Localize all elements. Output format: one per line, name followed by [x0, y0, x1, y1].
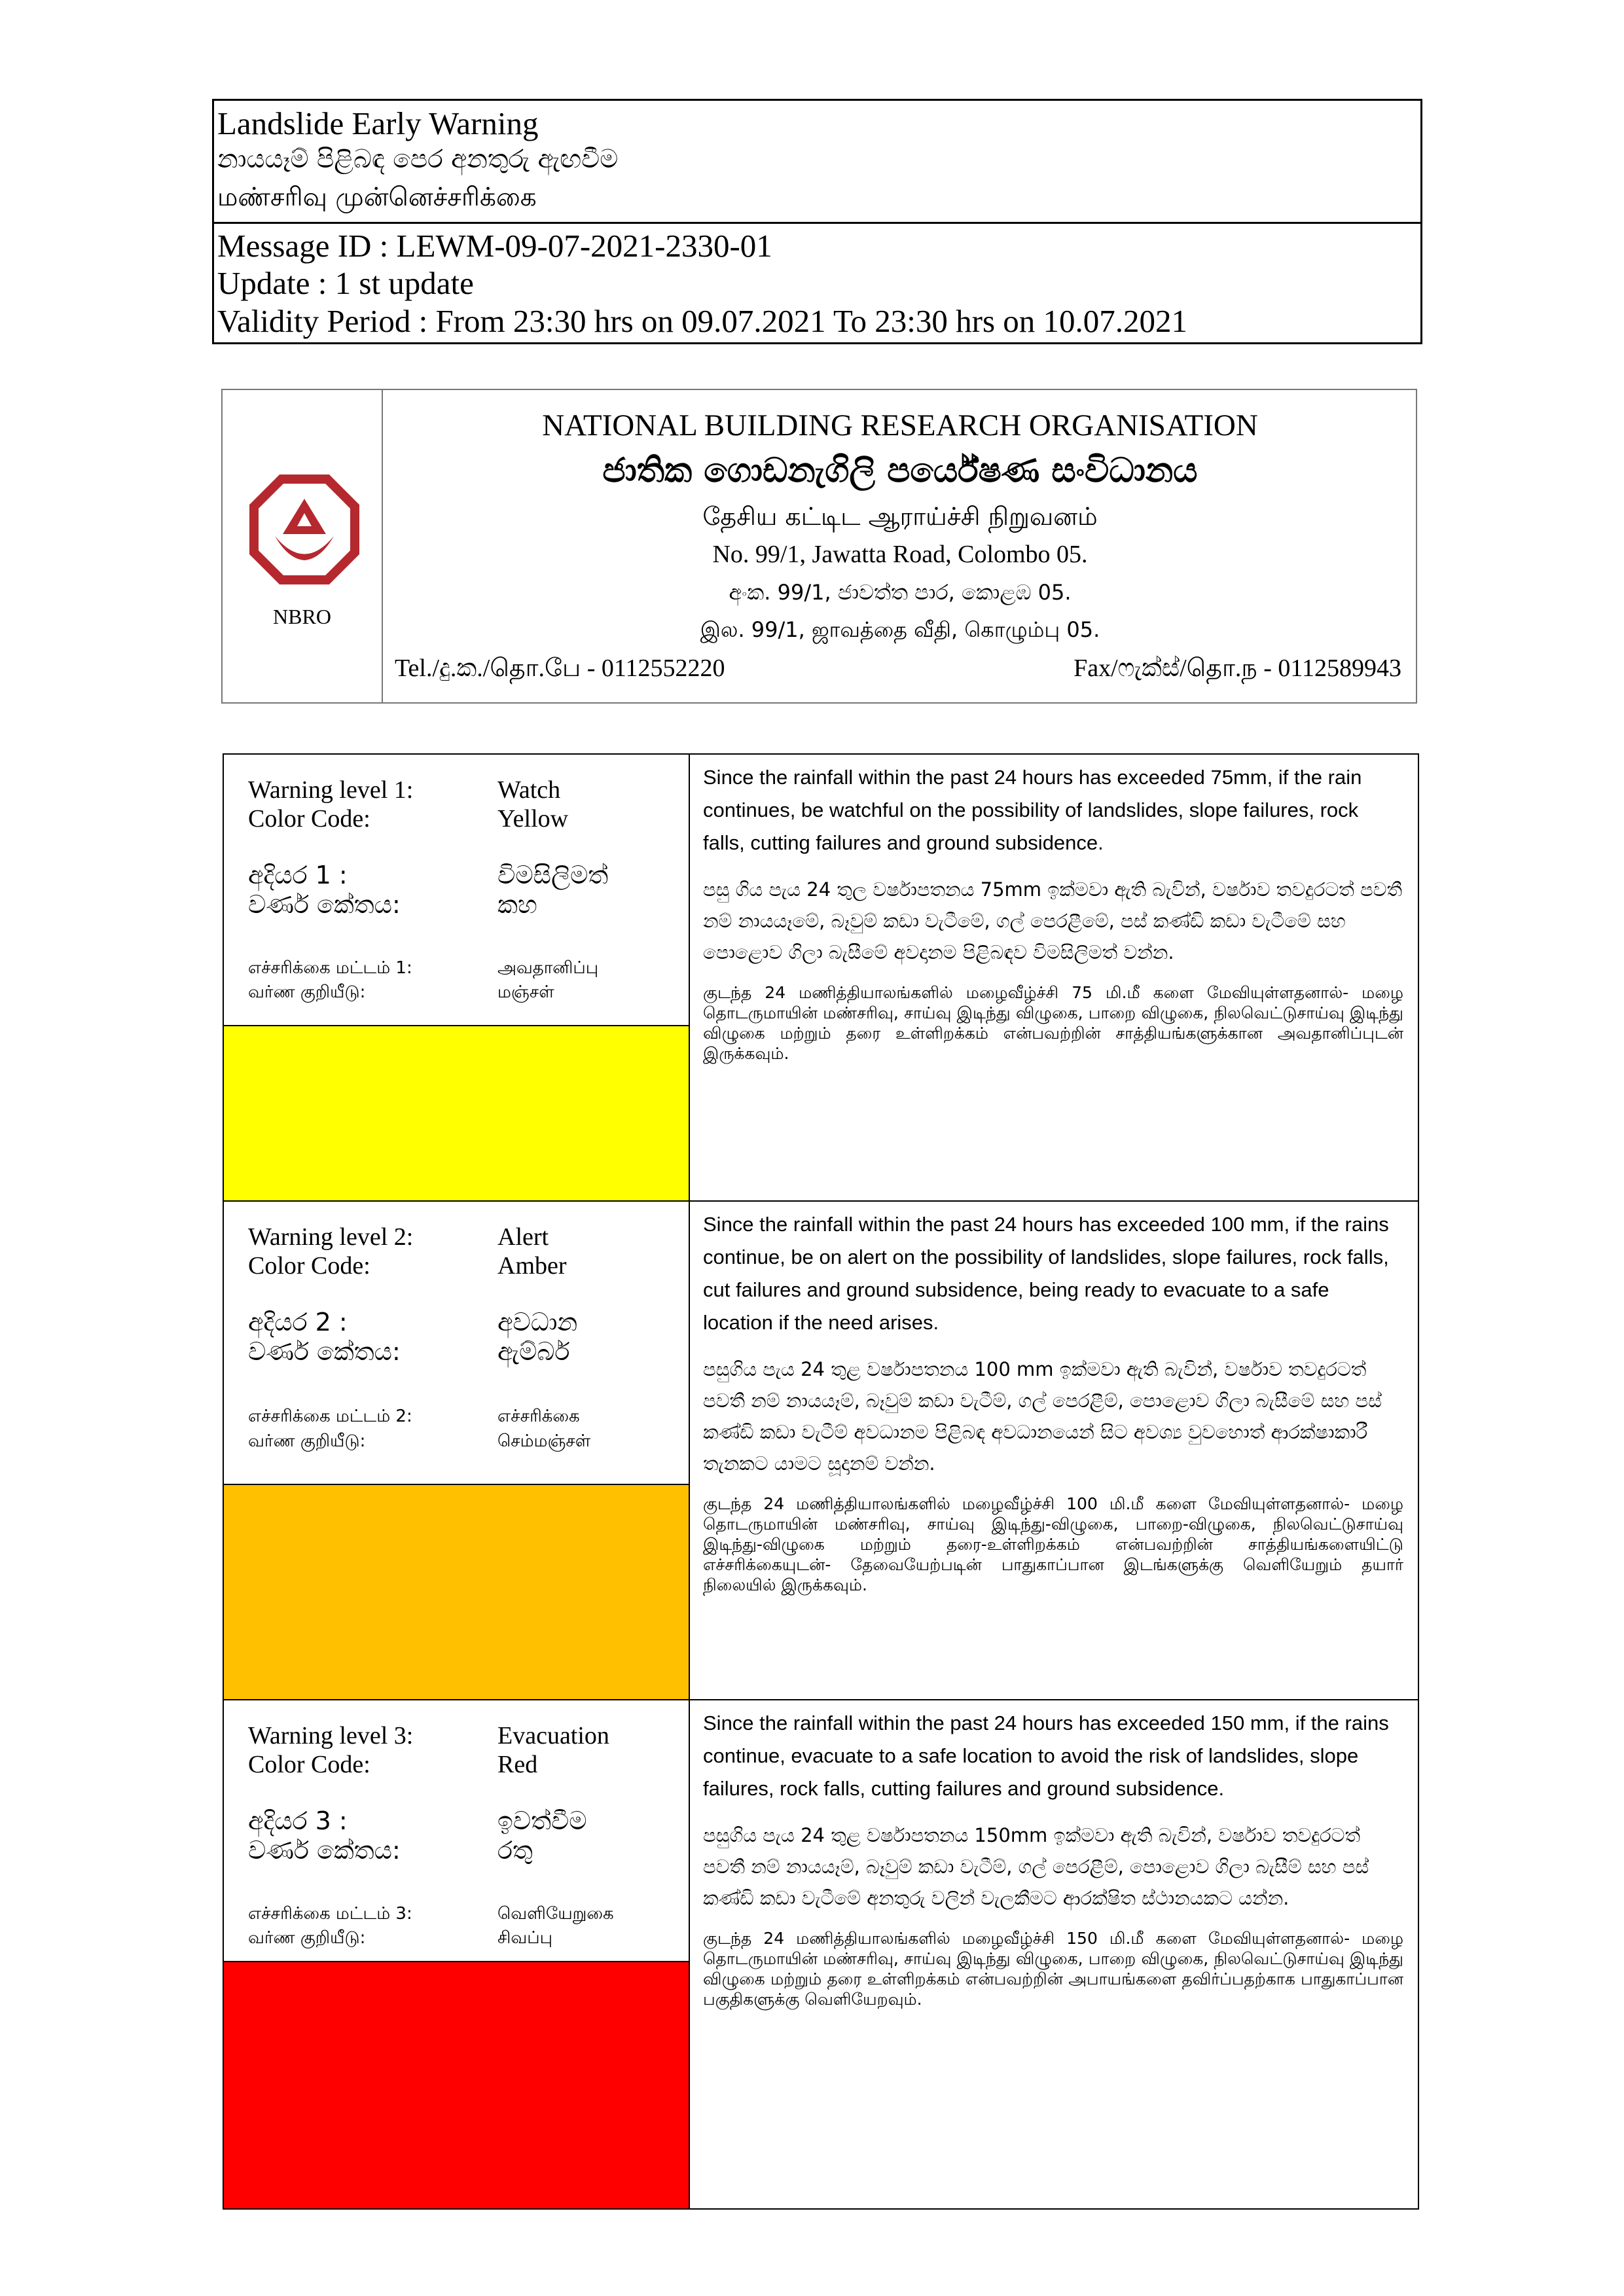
color-swatch-amber [224, 1484, 689, 1699]
color-label-en: Color Code: [248, 1252, 370, 1280]
description-tamil: குடந்த 24 மணித்தியாலங்களில் மழைவீழ்ச்சி 150 மி.மீ களை மேவியுள்ளதனால்- மழை தொடருமாயின் மண்சரிவு, சாய்வு இடிந்து விழுகை, பாறை விழுகை, நிலவெட்டுசாய்வு இடிந்து விழுகை மற்றும் தரை உள்ளிறக்கம் என்பவற்றின் அபாயங்களை தவிர்ப்பதற்காக பாதுகாப்பான பகுதிகளுக்கு வெளியேறவும். [703, 1929, 1403, 2009]
level-description-cell [690, 1700, 1418, 2208]
level-description-cell [690, 755, 1418, 1200]
logo-cell [223, 390, 383, 702]
description-sinhala: පසු ගිය පැය 24 තුල වර්ෂාපතනය 75mm ඉක්මවා ඇති බැවින්, වර්ෂාව තවදුරටත් පවතී නම් නායයෑමේ, බෑවුම් කඩා වැටීමේ, ගල් පෙරළීමේ, පස් කණ්ඩි කඩා වැටීමේ සහ පොළොව ගිලා බැසීමේ අවදානම පිළිබඳව විමසිලිමත් වන්න. [703, 878, 1403, 963]
description-english: Since the rainfall within the past 24 hours has exceeded 150 mm, if the rains continue, evacuate to a safe location to avoid the risk of landslides, slope failures, rock falls, cutting failures and ground subsidence. [703, 1712, 1389, 1800]
warning-level-row [224, 1699, 1418, 2208]
color-value-en: Amber [497, 1252, 567, 1280]
level-label-ta: எச்சரிக்கை மட்டம் 3: [248, 1904, 412, 1924]
warning-title-block [214, 101, 1420, 224]
level-label-cell [224, 1202, 690, 1699]
address-english: No. 99/1, Jawatta Road, Colombo 05. [712, 541, 1088, 568]
update-info: Update : 1 st update [217, 265, 474, 301]
level-label-si: අදියර 3 : [248, 1806, 348, 1835]
logo-label: NBRO [273, 605, 331, 628]
description-tamil: குடந்த 24 மணித்தியாலங்களில் மழைவீழ்ச்சி 75 மி.மீ களை மேவியுள்ளதனால்- மழை தொடருமாயின் மண்சரிவு, சாய்வு இடிந்து விழுகை, பாறை விழுகை, நிலவெட்டுசாய்வு இடிந்து விழுகை மற்றும் தரை உள்ளிறக்கம் என்பவற்றின் சாத்தியங்களுக்கான அவதானிப்புடன் இருக்கவும். [703, 983, 1403, 1063]
description-tamil: குடந்த 24 மணித்தியாலங்களில் மழைவீழ்ச்சி 100 மி.மீ களை மேவியுள்ளதனால்- மழை தொடருமாயின் மண்சரிவு, சாய்வு இடிந்து-விழுகை, பாறை-விழுகை, நிலவெட்டுசாய்வு இடிந்து-விழுகை மற்றும் தரை-உள்ளிறக்கம் என்பவற்றின் சாத்தியங்களையிட்டு எச்சரிக்கையுடன்- தேவையேற்படின் பாதுகாப்பான இடங்களுக்கு வெளியேறும் தயார் நிலையில் இருக்கவும். [703, 1494, 1403, 1594]
level-label-cell [224, 1700, 690, 2208]
level-value-en: Alert [497, 1223, 549, 1251]
level-value-si: විමසිලිමත් [497, 861, 609, 889]
level-label-en: Warning level 1: [248, 776, 414, 804]
level-value-ta: வெளியேறுகை [497, 1904, 614, 1924]
description-sinhala: පසුගිය පැය 24 තුළ වර්ෂාපතනය 100 mm ඉක්මවා ඇති බැවින්, වර්ෂාව තවදුරටත් පවතී නම් නායයෑම්, බෑවුම් කඩා වැටීම්, ගල් පෙරළීම්, පොළොව ගිලා බැසීමේ සහ පස් කණ්ඩි කඩා වැටීම් අවධානම පිළිබඳ අවධානයෙන් සිට අවශ්‍ය වුවහොත් ආරක්ෂාකාරී තැනකට යාමට සූදානම් වන්න. [703, 1358, 1382, 1475]
org-name-tamil: தேசிய கட்டிட ஆராய்ச்சி நிறுவனம் [702, 502, 1098, 531]
level-value-si: ඉවත්වීම [497, 1806, 587, 1835]
description-english: Since the rainfall within the past 24 hours has exceeded 100 mm, if the rains continue, be on alert on the possibility of landslides, slope failures, rock falls, cut failures and ground subsidence, being ready to evacuate to a safe location if the need arises. [703, 1213, 1389, 1334]
level-value-ta: அவதானிப்பு [497, 958, 599, 978]
color-value-si: කහ [497, 890, 537, 919]
color-value-si: ඇම්බර් [497, 1337, 570, 1366]
warning-level-row [224, 1200, 1418, 1699]
color-label-ta: வர்ண குறியீடு: [248, 1928, 366, 1948]
level-label-ta: எச்சரிக்கை மட்டம் 1: [248, 958, 412, 978]
validity-period: Validity Period : From 23:30 hrs on 09.07.2021 To 23:30 hrs on 10.07.2021 [217, 303, 1188, 339]
description-sinhala: පසුගිය පැය 24 තුළ වර්ෂාපතනය 150mm ඉක්මවා ඇති බැවින්, වර්ෂාව තවදුරටත් පවතී නම් නායයෑම්, බෑවුම් කඩා වැටීම්, ගල් පෙරළීම්, පොළොව ගිලා බැසීම් සහ පස් කණ්ඩි කඩා වැටීමේ අනතුරු වලින් වැලකීමට ආරක්ෂිත ස්ථානයකට යන්න. [703, 1824, 1369, 1909]
level-label-en: Warning level 3: [248, 1722, 414, 1749]
color-label-si: වර්ණ කේතය: [248, 890, 401, 919]
color-value-en: Red [497, 1751, 538, 1778]
organisation-letterhead [221, 389, 1417, 704]
fax: Fax/ෆැක්ස්/தொ.ந - 0112589943 [1074, 655, 1401, 682]
color-value-ta: சிவப்பு [497, 1928, 552, 1948]
warning-levels-table [223, 753, 1419, 2210]
level-label-en: Warning level 2: [248, 1223, 414, 1251]
color-value-si: රතු [497, 1836, 533, 1865]
telephone: Tel./දු.ක./தொ.பே - 0112552220 [395, 655, 725, 682]
color-value-ta: செம்மஞ்சள் [497, 1431, 591, 1451]
level-value-si: අවධාන [497, 1308, 578, 1336]
color-swatch-yellow [224, 1025, 689, 1200]
color-label-en: Color Code: [248, 805, 370, 833]
level-label-cell [224, 755, 690, 1200]
address-tamil: இல. 99/1, ஜாவத்தை வீதி, கொழும்பு 05. [700, 617, 1100, 642]
level-description-cell [690, 1202, 1418, 1699]
message-id: Message ID : LEWM-09-07-2021-2330-01 [217, 228, 772, 264]
title-sinhala: නායයෑම් පිළිබඳ පෙර අනතුරු ඇඟවීම [217, 145, 619, 174]
warning-header-box [212, 99, 1422, 344]
color-label-en: Color Code: [248, 1751, 370, 1778]
color-label-si: වර්ණ කේතය: [248, 1836, 401, 1865]
address-sinhala: අංක. 99/1, ජාවත්ත පාර, කොළඹ 05. [729, 580, 1072, 605]
level-label-si: අදියර 2 : [248, 1308, 348, 1336]
level-value-ta: எச்சரிக்கை [497, 1407, 580, 1426]
level-value-en: Watch [497, 776, 561, 804]
warning-level-row [224, 755, 1418, 1200]
level-label-ta: எச்சரிக்கை மட்டம் 2: [248, 1407, 412, 1426]
color-label-si: වර්ණ කේතය: [248, 1337, 401, 1366]
color-swatch-red [224, 1961, 689, 2208]
level-value-en: Evacuation [497, 1722, 609, 1749]
level-label-si: අදියර 1 : [248, 861, 348, 889]
nbro-logo [249, 474, 360, 585]
color-value-en: Yellow [497, 805, 569, 833]
title-english: Landslide Early Warning [217, 105, 539, 141]
title-tamil: மண்சரிவு முன்னெச்சரிக்கை [217, 183, 537, 212]
color-label-ta: வர்ண குறியீடு: [248, 982, 366, 1002]
description-english: Since the rainfall within the past 24 hours has exceeded 75mm, if the rain continues, be watchful on the possibility of landslides, slope failures, rock falls, cutting failures and ground subsidence. [703, 766, 1362, 854]
color-label-ta: வர்ண குறியீடு: [248, 1431, 366, 1451]
org-name-sinhala: ජාතික ගොඩනැගිලි පර්යේෂණ සංවිධානය [602, 451, 1198, 490]
org-name-english: NATIONAL BUILDING RESEARCH ORGANISATION [542, 408, 1258, 442]
color-value-ta: மஞ்சள் [497, 982, 554, 1002]
